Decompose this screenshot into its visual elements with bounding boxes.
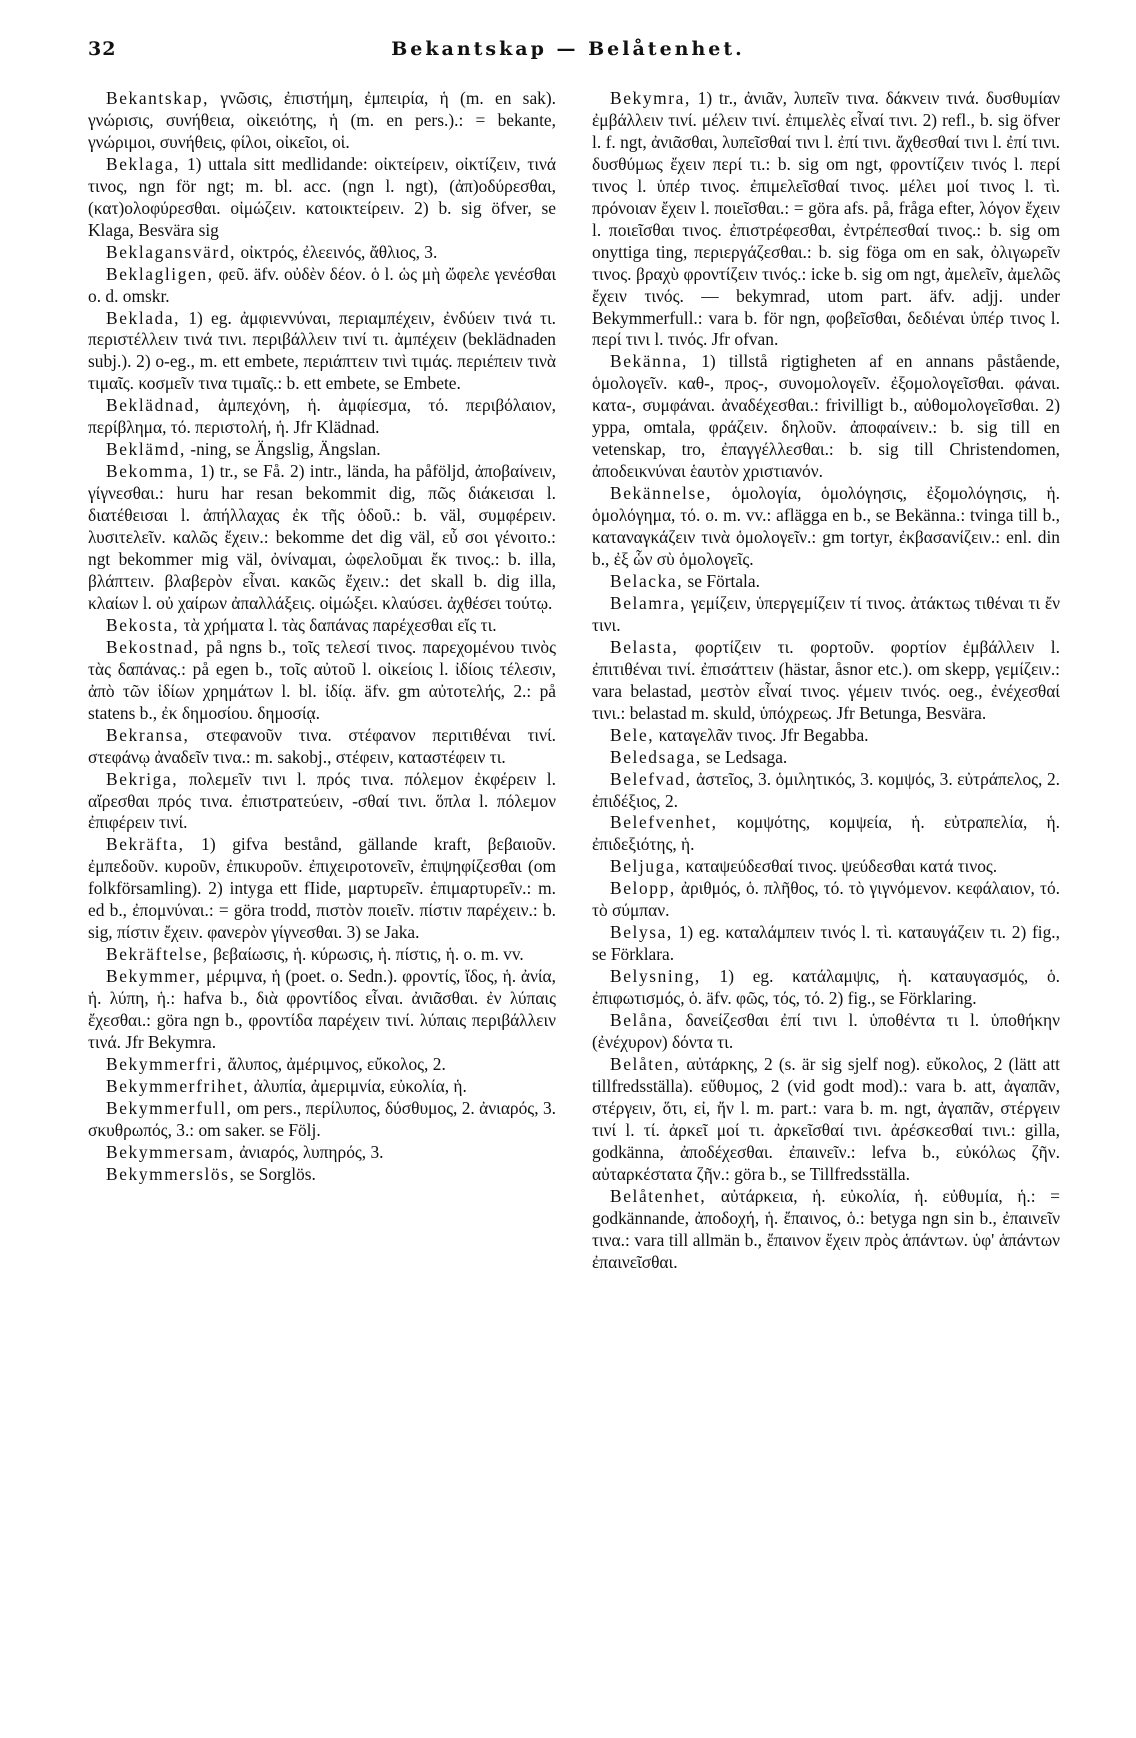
entry-definition: φεῦ. äfv. οὐδὲν δέον. ὁ l. ὡς μὴ ὤφελε γενέσθαι o. d. omskr.: [88, 263, 556, 306]
entry-definition: se Sorglös.: [235, 1163, 316, 1184]
entry-definition: γεμίζειν, ὑπεργεμίζειν τί τινος. ἀτάκτως τιθέναι τι ἔν τινι.: [592, 592, 1060, 635]
dictionary-entry: [592, 725, 1060, 747]
entry-headword: Bekymra,: [610, 88, 691, 108]
entry-definition: 1) gifva bestånd, gällande kraft, βεβαιοῦν. ἐμπεδοῦν. κυροῦν, ἐπικυροῦν. ἐπιχειροτονεῖν, ἐπιψηφίζεσθαι (om folkförsamling). 2) intyga ett fIide, μαρτυρεῖν. ἐπιμαρτυρεῖν.: m. ed b., ἐπομνύναι.: = göra trodd, πιστὸν ποιεῖν. πίστιν παρέχειν.: b. sig, πίστιν ἔχειν. φανερὸν γίγνεσθαι. 3) se Jaka.: [88, 834, 556, 943]
dictionary-entry: [592, 769, 1060, 813]
page-number: 32: [88, 38, 117, 60]
dictionary-entry: [592, 593, 1060, 637]
entry-headword: Beljuga,: [610, 856, 682, 877]
entry-definition: ὁμολογία, ὁμολόγησις, ἐξομολόγησις, ἡ. ὁμολόγημα, τό. o. m. vv.: aflägga en b., se Bekänna.: tvinga till b., καταναγκάζειν τινὰ ὁμολογεῖν.: gm tortyr, ἐκβασανίζειν.: enl. din b., ἐξ ὧν σὺ ὁμολογεῖς.: [592, 483, 1060, 570]
dictionary-entry: [592, 878, 1060, 922]
right-column: [592, 88, 1060, 1728]
dictionary-entry: [592, 747, 1060, 769]
entry-headword: Beklädnad,: [106, 395, 201, 416]
page-header: [88, 38, 1048, 78]
dictionary-entry: [88, 834, 556, 944]
entry-definition: ἄλυπος, ἀμέριμνος, εὔκολος, 2.: [223, 1053, 446, 1074]
dictionary-entry: [88, 242, 556, 264]
dictionary-entry: [88, 966, 556, 1054]
entry-definition: τὰ χρήματα l. τὰς δαπάνας παρέχεσθαι εἴς τι.: [179, 614, 497, 635]
entry-definition: 1) eg. καταλάμπειν τινός l. τὶ. καταυγάζειν τι. 2) fig., se Förklara.: [592, 922, 1060, 965]
entry-definition: 1) uttala sitt medlidande: οἰκτείρειν, οἰκτίζειν, τινά τινος, ngn för ngt; m. bl. acc. (ngn l. ngt), (ἀπ)οδύρεσθαι, (κατ)ολοφύρεσθαι. οἰμώζειν. κατοικτείρειν. 2) b. sig öfver, se Klaga, Besvära sig: [88, 153, 556, 240]
entry-headword: Beklagligen,: [106, 263, 214, 284]
entry-headword: Beklämd,: [106, 439, 186, 460]
dictionary-entry: [88, 1054, 556, 1076]
entry-headword: Beklada,: [106, 307, 181, 328]
entry-headword: Bekymmerfrihet,: [106, 1075, 250, 1096]
dictionary-entry: [88, 308, 556, 396]
dictionary-entry: [592, 351, 1060, 483]
dictionary-entry: [88, 395, 556, 439]
entry-headword: Belysning,: [610, 966, 701, 987]
entry-definition: om pers., περίλυπος, δύσθυμος, 2. ἀνιαρός, 3. σκυθρωπός, 3.: om saker. se Följ.: [88, 1097, 556, 1140]
dictionary-entry: [88, 461, 556, 615]
dictionary-entry: [592, 483, 1060, 571]
dictionary-entry: [592, 1186, 1060, 1274]
dictionary-entry: [88, 439, 556, 461]
dictionary-entry: [592, 922, 1060, 966]
entry-definition: ἀριθμός, ὁ. πλῆθος, τό. τὸ γιγνόμενον. κεφάλαιον, τό. τὸ σύμπαν.: [592, 878, 1060, 921]
entry-headword: Belåtenhet,: [610, 1185, 707, 1206]
entry-headword: Bekostnad,: [106, 636, 200, 657]
entry-headword: Beklagansvärd,: [106, 241, 237, 262]
entry-headword: Bekantskap,: [106, 88, 210, 108]
entry-definition: 1) eg. κατάλαμψις, ἡ. καταυγασμός, ὁ. ἐπιφωτισμός, ὁ. äfv. φῶς, τός, τό. 2) fig., se Förklaring.: [592, 966, 1060, 1009]
dictionary-entry: [88, 88, 556, 154]
entry-definition: γνῶσις, ἐπιστήμη, ἐμπειρία, ἡ (m. en sak). γνώρισις, συνήθεια, οἰκειότης, ἡ (m. en pers.).: = bekante, γνώριμοι, συνήθεις, φίλοι, οἰκεῖοι, οἱ.: [88, 88, 556, 152]
entry-headword: Belasta,: [610, 636, 679, 657]
entry-definition: καταψεύδεσθαί τινος. ψεύδεσθαι κατά τινος.: [681, 856, 998, 877]
dictionary-entry: [88, 725, 556, 769]
entry-definition: ἀστεῖος, 3. ὁμιλητικός, 3. κομψός, 3. εὐτράπελος, 2. ἐπιδέξιος, 2.: [592, 768, 1060, 811]
entry-headword: Bekräftelse,: [106, 944, 209, 965]
dictionary-entry: [88, 615, 556, 637]
entry-headword: Belåna,: [610, 1010, 674, 1031]
entry-definition: se Förtala.: [683, 570, 760, 591]
entry-headword: Bekymmerslös,: [106, 1163, 236, 1184]
entry-headword: Bekräfta,: [106, 834, 185, 855]
dictionary-entry: [592, 1010, 1060, 1054]
entry-definition: 1) tr., se Få. 2) intr., lända, ha påföljd, ἀποβαίνειν, γίγνεσθαι.: huru har resan bekommit dig, πῶς διάκεισαι l. διατέθεισαι l. ἀπήλλαχας ἐκ τῆς ὁδοῦ.: b. väl, συμφέρειν. λυσιτελεῖν. καλῶς ἔχειν.: bekomme det dig väl, εὖ σοι γένοιτο.: ngt bekommer mig väl, ὀνίναμαι, ὠφελοῦμαι ἔκ τινος.: b. illa, βλάπτειν. βλαβερὸν εἶναι. κακῶς ἔχειν.: det skall b. dig illa, κλαίων l. οὐ χαίρων ἀπαλλάξεις. οἰμώξει. κλαύσει. ἀχθέσει τούτῳ.: [88, 461, 556, 613]
entry-headword: Bekomma,: [106, 461, 195, 482]
entry-headword: Beledsaga,: [610, 746, 702, 767]
dictionary-entry: [592, 1054, 1060, 1186]
entry-definition: μέριμνα, ἡ (poet. o. Sedn.). φροντίς, ἴδος, ἡ. ἀνία, ἡ. λύπη, ἡ.: hafva b., διὰ φροντίδος εἶναι. ἀνιᾶσθαι. ἐν λύπαις ἔχεσθαι.: göra ngn b., φροντίδα παρέχειν τινί. λύπαις περιβάλλειν τινά. Jfr Bekymra.: [88, 966, 556, 1052]
dictionary-entry: [88, 944, 556, 966]
dictionary-entry: [592, 966, 1060, 1010]
dictionary-entry: [88, 637, 556, 725]
entry-definition: se Ledsaga.: [701, 746, 788, 767]
entry-headword: Bekosta,: [106, 614, 180, 635]
entry-definition: 1) tr., ἀνιᾶν, λυπεῖν τινα. δάκνειν τινά. δυσθυμίαν ἐμβάλλειν τινί. μέλειν τινί. ἐπιμελὲς εἶναί τινι. 2) refl., b. sig öfver l. f. ngt, ἀνιᾶσθαι, λυπεῖσθαί τινι l. ἐπί τινι. ἄχθεσθαί τινι l. ἐπί τινι. δυσθύμως ἔχειν περί τι.: b. sig om ngt, φροντίζειν τινός l. περί τινος l. ὑπέρ τινος. ἐπιμελεῖσθαί τινος. μέλει μοί τινος l. τὶ. πρόνοιαν ἔχειν l. ποιεῖσθαι.: = göra afs. på, fråga efter, λόγον ἔχειν l. ποιεῖσθαι τινος. ἐπιστρέφεσθαι, ἐντρέπεσθαί τινος.: b. sig om onyttiga ting, περιεργάζεσθαι.: b. sig föga om en sak, ὀλιγωρεῖν τινος. βραχὺ φροντίζειν τινός.: icke b. sig om ngt, ἀμελεῖν, ἀμελῶς ἔχειν τινός. — bekymrad, utom part. äfv. adjj. under Bekymmerfull.: vara b. för ngn, φοβεῖσθαι, δεδιέναι ὑπέρ τινος l. περί τινι l. τινός. Jfr ofvan.: [592, 88, 1060, 350]
dictionary-entry: [592, 856, 1060, 878]
dictionary-entry: [592, 812, 1060, 856]
dictionary-entry: [88, 1076, 556, 1098]
entry-headword: Bekännelse,: [610, 483, 713, 504]
entry-definition: ἀμπεχόνη, ἡ. ἀμφίεσμα, τό. περιβόλαιον, περίβλημα, τό. περιστολή, ἡ. Jfr Klädnad.: [88, 395, 556, 438]
entry-headword: Bekymmer,: [106, 966, 202, 987]
dictionary-entry: [592, 637, 1060, 725]
dictionary-entry: [592, 88, 1060, 351]
entry-headword: Belåten,: [610, 1053, 681, 1074]
entry-headword: Belefvad,: [610, 768, 692, 789]
dictionary-entry: [88, 1142, 556, 1164]
entry-definition: på ngns b., τοῖς τελεσί τινος. παρεχομένου τινὸς τὰς δαπάνας.: på egen b., τοῖς αὐτοῦ l. οἰκείοις l. ἰδίοις τέλεσιν, ἀπὸ τῶν ἰδίων χρημάτων l. bl. ἰδίᾳ. äfv. gm αὐτοτελής, 2.: på statens b., ἐκ δημοσίου. δημοσίᾳ.: [88, 636, 556, 723]
entry-headword: Bekransa,: [106, 724, 190, 745]
entry-headword: Bele,: [610, 724, 655, 745]
dictionary-entry: [592, 571, 1060, 593]
entry-headword: Belamra,: [610, 592, 687, 613]
entry-headword: Bekänna,: [610, 351, 688, 372]
entry-definition: καταγελᾶν τινος. Jfr Begabba.: [654, 724, 869, 745]
left-column: [88, 88, 556, 1728]
entry-headword: Bekriga,: [106, 768, 179, 789]
dictionary-entry: [88, 154, 556, 242]
entry-definition: πολεμεῖν τινι l. πρός τινα. πόλεμον ἐκφέρειν l. αἴρεσθαι πρός τινα. ἐπιστρατεύειν, -σθαί τινι. ὅπλα l. πόλεμον ἐπιφέρειν τινί.: [88, 768, 556, 833]
entry-definition: ἀνιαρός, λυπηρός, 3.: [234, 1141, 384, 1162]
entry-definition: οἰκτρός, ἐλεεινός, ἄθλιος, 3.: [236, 241, 438, 262]
dictionary-entry: [88, 264, 556, 308]
entry-definition: 1) tillstå rigtigheten af en annans påstående, ὁμολογεῖν. καθ-, προς-, συνομολογεῖν. ἐξομολογεῖσθαι. φάναι. κατα-, συμφάναι. ἀναδέχεσθαι.: frivilligt b., αὐθομολογεῖσθαι. 2) yppa, omtala, φράζειν. δηλοῦν. ἀποφαίνειν.: b. sig till en vetenskap, tro, ἐπαγγέλλεσθαι.: b. sig till Christendomen, ἀποδεικνύναι ἑαυτὸν χριστιανόν.: [592, 351, 1060, 482]
entry-definition: δανείζεσθαι ἐπί τινι l. ὑποθέντα τι l. ὑποθήκην (ἐνέχυρον) δόντα τι.: [592, 1010, 1060, 1052]
entry-headword: Bekymmerfull,: [106, 1097, 233, 1118]
entry-definition: φορτίζειν τι. φορτοῦν. φορτίον ἐμβάλλειν l. ἐπιτιθέναι τινί. ἐπισάττειν (hästar, åsnor etc.). om skepp, γεμίζειν.: vara belastad, μεστὸν εἶναί τινος. γέμειν τινός. oeg., ἐνέχεσθαί τινι.: belastad m. skuld, ὑπόχρεως. Jfr Betunga, Besvära.: [592, 636, 1060, 723]
entry-headword: Bekymmerfri,: [106, 1053, 224, 1074]
entry-definition: βεβαίωσις, ἡ. κύρωσις, ἡ. πίστις, ἡ. o. m. vv.: [208, 944, 524, 965]
dictionary-entry: [88, 769, 556, 835]
entry-definition: κομψότης, κομψεία, ἡ. εὐτραπελία, ἡ. ἐπιδεξιότης, ἡ.: [592, 812, 1060, 855]
running-head: Bekantskap — Belåtenhet.: [391, 38, 745, 60]
dictionary-entry: [88, 1098, 556, 1142]
entry-definition: αὐτάρκεια, ἡ. εὐκολία, ἡ. εὐθυμία, ἡ.: = godkännande, ἀποδοχή, ἡ. ἔπαινος, ὁ.: betyga ngn sin b., ἐπαινεῖν τινα.: vara till allmän b., ἔπαινον ἔχειν πρὸς ἁπάντων. ὑφ' ἁπάντων ἐπαινεῖσθαι.: [592, 1185, 1060, 1272]
entry-headword: Beklaga,: [106, 153, 181, 174]
entry-definition: -ning, se Ängslig, Ängslan.: [185, 439, 381, 460]
entry-definition: 1) eg. ἀμφιεννύναι, περιαμπέχειν, ἐνδύειν τινά τι. περιστέλλειν τινά τινι. περιβάλλειν τινί τι. ἀμπέχειν (beklädnaden subj.). 2) o-eg., m. ett embete, περιάπτειν τινὶ τιμάς. περιέπειν τινὰ τιμαῖς. κοσμεῖν τινα τιμαῖς.: b. ett embete, se Embete.: [88, 307, 556, 394]
entry-definition: στεφανοῦν τινα. στέφανον περιτιθέναι τινί. στεφάνῳ ἀναδεῖν τινα.: m. sakobj., στέφειν, καταστέφειν τι.: [88, 724, 556, 767]
entry-headword: Belacka,: [610, 570, 684, 591]
entry-headword: Belysa,: [610, 922, 673, 943]
entry-definition: αὐτάρκης, 2 (s. är sig sjelf nog). εὔκολος, 2 (lätt att tillfredsställa). εὔθυμος, 2 (vid godt mod).: vara b. att, ἀγαπᾶν, στέργειν, ὅτι, εἰ, ἤν l. m. part.: vara b. m. ngt, ἀγαπᾶν, στέργειν τινί l. τί. ἀρκεῖ μοί τι. ἀρκεῖσθαί τινι. ἀρέσκεσθαί τινι.: gilla, godkänna, ἀποδέχεσθαι. ἐπαινεῖν.: lefva b., εὐκόλως ζῆν. αὐταρκέστατα ζῆν.: göra b., se Tillfredsställa.: [592, 1053, 1060, 1184]
dictionary-entry: [88, 1164, 556, 1186]
entry-headword: Bekymmersam,: [106, 1141, 235, 1162]
entry-definition: ἀλυπία, ἀμεριμνία, εὐκολία, ἡ.: [249, 1075, 467, 1096]
entry-headword: Belopp,: [610, 878, 676, 899]
entry-headword: Belefvenhet,: [610, 812, 718, 833]
